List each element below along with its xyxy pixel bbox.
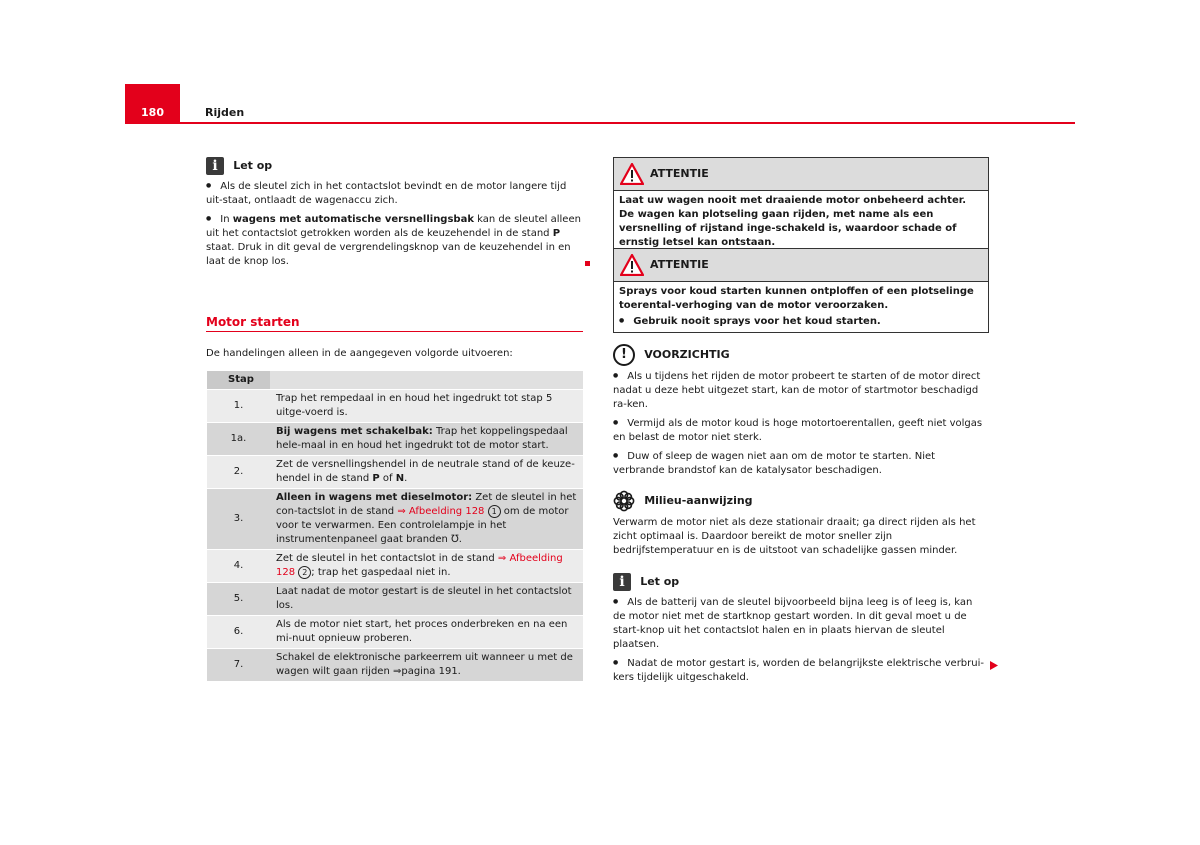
table-row bbox=[207, 649, 583, 682]
section-divider bbox=[206, 331, 583, 332]
section-title-motor-starten: Motor starten bbox=[206, 315, 300, 329]
step-number: 1a. bbox=[207, 423, 270, 456]
right-note bbox=[613, 573, 987, 689]
flower-icon bbox=[613, 490, 635, 512]
step-text: Trap het rempedaal in en houd het ingedrukt tot stap 5 uitge-voerd is. bbox=[270, 390, 583, 423]
step-number: 6. bbox=[207, 616, 270, 649]
step-number: 5. bbox=[207, 583, 270, 616]
step-text: Zet de sleutel in het contactslot in de stand ⇒ Afbeelding 128 2 ; trap het gaspedaal niet in. bbox=[270, 550, 583, 583]
right-note-bullet: ● Als de batterij van de sleutel bijvoorbeeld bijna leeg is of leeg is, kan de motor niet met de startknop gestart worden. In dit geval moet u de start-knop uit het contactslot halen en in plaats hiervan de sleutel plaatsen. bbox=[613, 595, 987, 652]
caution-title: VOORZICHTIG bbox=[644, 348, 730, 361]
callout-number: 2 bbox=[298, 566, 311, 579]
caution-bullet: ● Vermijd als de motor koud is hoge motortoerentallen, geeft niet volgas en belast de motor niet sterk. bbox=[613, 416, 987, 445]
page-number: 180 bbox=[125, 84, 180, 123]
warning-title: ATTENTIE bbox=[650, 258, 709, 271]
column-header-step: Stap bbox=[207, 371, 270, 390]
right-note-title: Let op bbox=[640, 575, 680, 588]
steps-table-wrap bbox=[207, 371, 583, 682]
table-row bbox=[207, 616, 583, 649]
table-row bbox=[207, 390, 583, 423]
right-note-bullet: ● Nadat de motor gestart is, worden de belangrijkste elektrische verbrui-kers tijdelijk uitgeschakeld. bbox=[613, 656, 987, 685]
warning-bullet: ● Gebruik nooit sprays voor het koud starten. bbox=[619, 314, 983, 329]
left-note-bullet-1: ● Als de sleutel zich in het contactslot bevindt en de motor langere tijd uit-staat, ontlaadt de wagenaccu zich. bbox=[206, 179, 583, 208]
warning-triangle-icon bbox=[620, 163, 644, 185]
warning-box-2 bbox=[613, 248, 989, 333]
continue-arrow-icon bbox=[990, 661, 998, 670]
info-icon: i bbox=[613, 573, 631, 591]
table-row bbox=[207, 456, 583, 489]
table-row bbox=[207, 583, 583, 616]
header-divider bbox=[125, 122, 1075, 124]
step-number: 3. bbox=[207, 489, 270, 550]
step-text: Schakel de elektronische parkeerrem uit wanneer u met de wagen wilt gaan rijden ⇒pagina 191. bbox=[270, 649, 583, 682]
step-text: Laat nadat de motor gestart is de sleutel in het contactslot los. bbox=[270, 583, 583, 616]
warning-text: Sprays voor koud starten kunnen ontploffen of een plotselinge toerental-verhoging van de motor veroorzaken. ● Gebruik nooit sprays voor het koud starten. bbox=[614, 281, 988, 332]
chapter-title: Rijden bbox=[205, 106, 245, 119]
environment-title: Milieu-aanwijzing bbox=[644, 494, 753, 507]
environment-text: Verwarm de motor niet als deze stationair draait; ga direct rijden als het zicht optimaal is. Daardoor bereikt de motor sneller zijn bedrijfstemperatuur en is de uitstoot van schadelijke gassen minder. bbox=[613, 517, 976, 556]
figure-link[interactable]: ⇒ Afbeelding 128 bbox=[397, 506, 485, 517]
warning-header bbox=[614, 158, 988, 190]
left-note-title: Let op bbox=[233, 159, 273, 172]
warning-text: Laat uw wagen nooit met draaiende motor onbeheerd achter. De wagen kan plotseling gaan rijden, met name als een versnelling of rijstand inge-schakeld is, waardoor schade of ernstig letsel kan ontstaan. bbox=[614, 190, 988, 253]
step-text: Bij wagens met schakelbak: Trap het koppelingspedaal hele-maal in en houd het ingedrukt tot de motor start. bbox=[270, 423, 583, 456]
step-number: 2. bbox=[207, 456, 270, 489]
caution-bullet: ● Als u tijdens het rijden de motor probeert te starten of de motor direct nadat u deze hebt uitgezet start, kan de motor of startmotor beschadigd ra-ken. bbox=[613, 369, 987, 412]
warning-triangle-icon bbox=[620, 254, 644, 276]
step-number: 4. bbox=[207, 550, 270, 583]
warning-header bbox=[614, 249, 988, 281]
end-marker bbox=[585, 261, 590, 266]
figure-link[interactable]: ⇒ Afbeelding 128 bbox=[276, 553, 563, 578]
caution-section bbox=[613, 344, 987, 482]
table-row bbox=[207, 550, 583, 583]
info-icon: i bbox=[206, 157, 224, 175]
caution-bullet: ● Duw of sleep de wagen niet aan om de motor te starten. Niet verbrande brandstof kan de katalysator beschadigen. bbox=[613, 449, 987, 478]
table-row bbox=[207, 489, 583, 550]
step-number: 1. bbox=[207, 390, 270, 423]
left-note bbox=[206, 157, 583, 273]
left-note-bullet-2: ● In wagens met automatische versnellingsbak kan de sleutel alleen uit het contactslot getrokken worden als de keuzehendel in de stand P staat. Druk in dit geval de vergrendelingsknop van de keuzehendel in en laat de knop los. bbox=[206, 212, 583, 269]
table-row bbox=[207, 423, 583, 456]
warning-title: ATTENTIE bbox=[650, 167, 709, 180]
step-text: Zet de versnellingshendel in de neutrale stand of de keuze-hendel in de stand P of N. bbox=[270, 456, 583, 489]
environment-section bbox=[613, 490, 987, 562]
callout-number: 1 bbox=[488, 505, 501, 518]
step-number: 7. bbox=[207, 649, 270, 682]
column-header-blank bbox=[270, 371, 583, 390]
step-text: Alleen in wagens met dieselmotor: Zet de sleutel in het con-tactslot in de stand ⇒ Afbeelding 128 1 om de motor voor te verwarmen. Een controlelampje in het instrumentenpaneel gaat branden ℧. bbox=[270, 489, 583, 550]
step-text: Als de motor niet start, het proces onderbreken en na een mi-nuut opnieuw proberen. bbox=[270, 616, 583, 649]
steps-table bbox=[207, 371, 583, 682]
motor-intro: De handelingen alleen in de aangegeven volgorde uitvoeren: bbox=[206, 348, 513, 359]
exclamation-icon: ! bbox=[613, 344, 635, 366]
warning-box-1 bbox=[613, 157, 989, 254]
